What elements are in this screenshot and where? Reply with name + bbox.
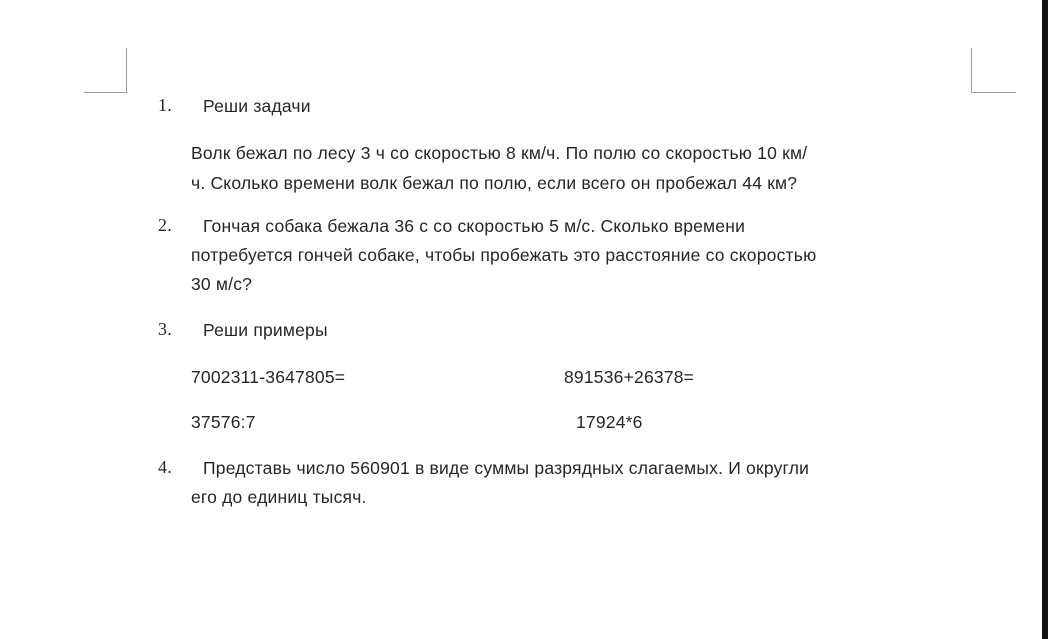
item-1-number: 1.	[158, 95, 172, 115]
item-4-text-line-2: его до единиц тысяч.	[191, 487, 367, 507]
item-2-text-line-1: Гончая собака бежала 36 с со скоростью 5 м/с. Сколько времени	[203, 216, 746, 236]
item-1-text-line-2: ч. Сколько времени волк бежал по полю, если всего он пробежал 44 км?	[191, 173, 798, 193]
example-3: 37576:7	[191, 412, 256, 432]
item-2-text-line-2: потребуется гончей собаке, чтобы пробежать это расстояние со скоростью	[191, 245, 817, 265]
page-right-edge	[1042, 0, 1048, 639]
item-4-text-line-1: Представь число 560901 в виде суммы разрядных слагаемых. И округли	[203, 458, 810, 478]
item-3-heading: Реши примеры	[203, 320, 328, 340]
item-1-text-line-1: Волк бежал по лесу 3 ч со скоростью 8 км/ч. По полю со скоростью 10 км/	[191, 143, 808, 163]
item-2-text-line-3: 30 м/с?	[191, 274, 253, 294]
item-4-number: 4.	[158, 457, 172, 477]
example-2: 891536+26378=	[564, 367, 695, 387]
example-4: 17924*6	[576, 412, 643, 432]
item-3-number: 3.	[158, 319, 172, 339]
example-1: 7002311-3647805=	[191, 367, 346, 387]
item-2-number: 2.	[158, 215, 172, 235]
item-1-heading: Реши задачи	[203, 96, 311, 116]
